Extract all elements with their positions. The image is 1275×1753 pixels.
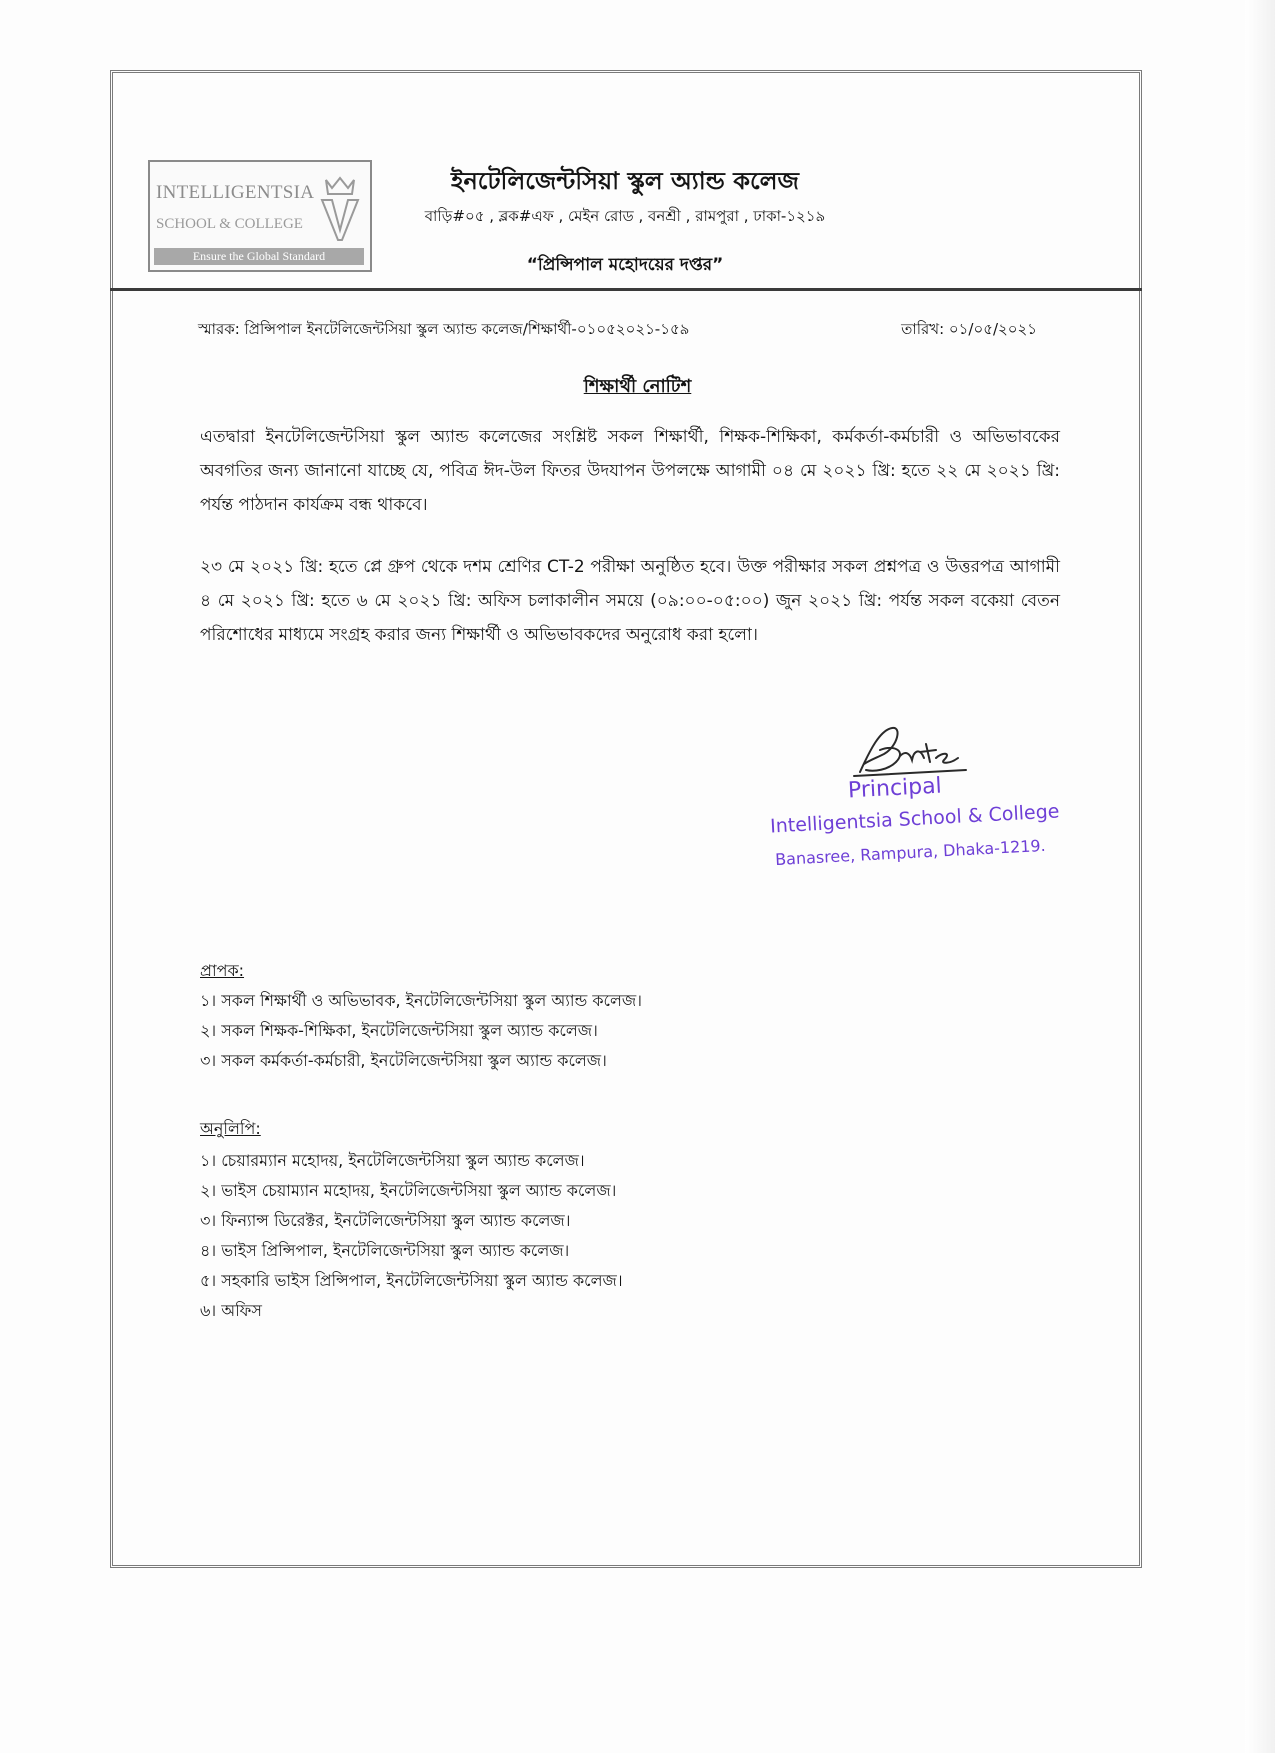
logo-subtitle: SCHOOL & COLLEGE [156, 216, 303, 232]
institution-name: ইনটেলিজেন্টসিয়া স্কুল অ্যান্ড কলেজ [451, 167, 799, 195]
notice-title [0, 372, 1275, 403]
list-item: ১। সকল শিক্ষার্থী ও অভিভাবক, ইনটেলিজেন্টসিয়া স্কুল অ্যান্ড কলেজ। [200, 991, 642, 1010]
stamp-institution: Intelligentsia School & College [769, 800, 1060, 838]
copies-label: অনুলিপি: [200, 1119, 261, 1138]
header-divider [110, 288, 1142, 291]
memo-reference: স্মারক: প্রিন্সিপাল ইনটেলিজেন্টসিয়া স্কুল অ্যান্ড কলেজ/শিক্ষার্থী-০১০৫২০২১-১৫৯ [198, 320, 690, 338]
memo-date: তারিখ: ০১/০৫/২০২১ [901, 320, 1037, 338]
logo-name: INTELLIGENTSIA [156, 182, 315, 203]
paper-edge [1245, 0, 1275, 1753]
list-item: ১। চেয়ারম্যান মহোদয়, ইনটেলিজেন্টসিয়া স্কুল অ্যান্ড কলেজ। [200, 1151, 585, 1170]
notice-title-text: শিক্ষার্থী নোটিশ [583, 376, 692, 397]
office-title: “প্রিন্সিপাল মহোদয়ের দপ্তর” [526, 255, 724, 275]
list-item: ২। ভাইস চেয়াম্যান মহোদয়, ইনটেলিজেন্টসিয়া স্কুল অ্যান্ড কলেজ। [200, 1181, 617, 1200]
list-item: ৪। ভাইস প্রিন্সিপাল, ইনটেলিজেন্টসিয়া স্কুল অ্যান্ড কলেজ। [200, 1241, 570, 1260]
stamp-address: Banasree, Rampura, Dhaka-1219. [774, 835, 1047, 870]
school-logo [148, 160, 372, 272]
list-item: ৩। সকল কর্মকর্তা-কর্মচারী, ইনটেলিজেন্টসিয়া স্কুল অ্যান্ড কলেজ। [200, 1051, 607, 1070]
list-item: ২। সকল শিক্ষক-শিক্ষিকা, ইনটেলিজেন্টসিয়া স্কুল অ্যান্ড কলেজ। [200, 1021, 598, 1040]
notice-paragraph: এতদ্বারা ইনটেলিজেন্টসিয়া স্কুল অ্যান্ড কলেজের সংশ্লিষ্ট সকল শিক্ষার্থী, শিক্ষক-শিক্ষিকা, কর্মকর্তা-কর্মচারী ও অভিভাবকের অবগতির জন্য জানানো যাচ্ছে যে, পবিত্র ঈদ-উল ফিতর উদযাপন উপলক্ষে আগামী ০৪ মে ২০২১ খ্রি: হতে ২২ মে ২০২১ খ্রি: পর্যন্ত পাঠদান কার্যক্রম বন্ধ থাকবে। [200, 427, 1060, 515]
stamp-title: Principal [847, 773, 943, 804]
recipients-list [200, 986, 642, 1076]
copies-list [200, 1146, 623, 1326]
list-item: ৬। অফিস [200, 1301, 262, 1320]
recipients-label: প্রাপক: [200, 961, 245, 980]
list-item: ৩। ফিন্যান্স ডিরেক্টর, ইনটেলিজেন্টসিয়া স্কুল অ্যান্ড কলেজ। [200, 1211, 571, 1230]
crown-v-icon [318, 176, 362, 242]
logo-tagline: Ensure the Global Standard [154, 248, 364, 265]
list-item: ৫। সহকারি ভাইস প্রিন্সিপাল, ইনটেলিজেন্টসিয়া স্কুল অ্যান্ড কলেজ। [200, 1271, 623, 1290]
notice-paragraph: ২৩ মে ২০২১ খ্রি: হতে প্লে গ্রুপ থেকে দশম শ্রেণির CT-2 পরীক্ষা অনুষ্ঠিত হবে। উক্ত পরীক্ষার সকল প্রশ্নপত্র ও উত্তরপত্র আগামী ৪ মে ২০২১ খ্রি: হতে ৬ মে ২০২১ খ্রি: অফিস চলাকালীন সময়ে (০৯:০০-০৫:০০) জুন ২০২১ খ্রি: পর্যন্ত সকল বকেয়া বেতন পরিশোধের মাধ্যমে সংগ্রহ করার জন্য শিক্ষার্থী ও অভিভাবকদের অনুরোধ করা হলো। [200, 557, 1060, 645]
institution-address: বাড়ি#০৫ , ব্লক#এফ , মেইন রোড , বনশ্রী , রামপুরা , ঢাকা-১২১৯ [424, 207, 826, 225]
